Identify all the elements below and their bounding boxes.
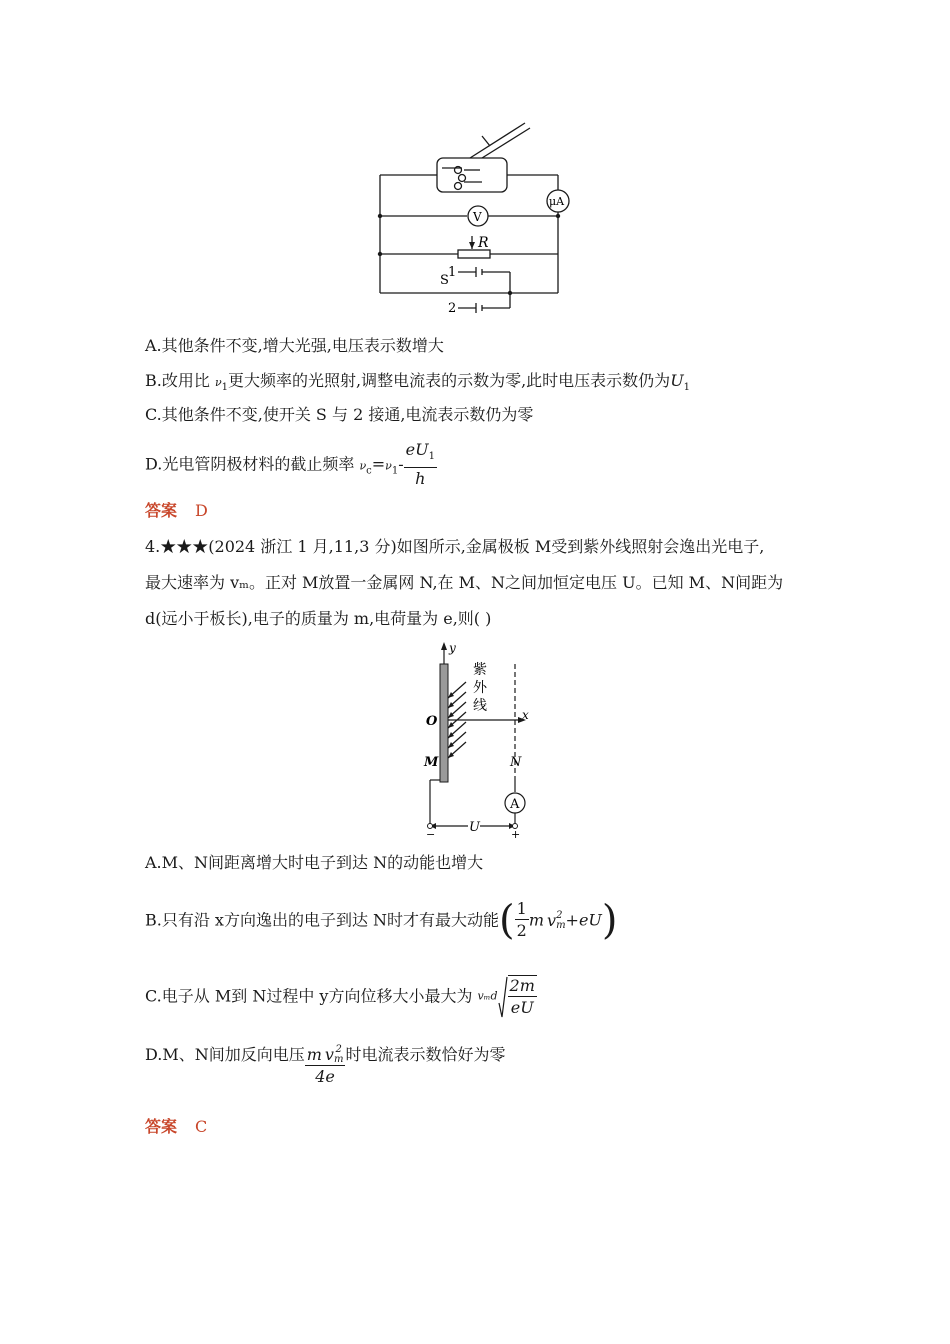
uv-label-2: 外 [473,680,487,696]
q3-option-d: D.光电管阴极材料的截止频率 $\nu_c=\nu_1-$ $\frac{eU_1}{h}$ [145,440,435,488]
x-axis-label: x [522,708,529,722]
y-axis-label: y [449,641,456,655]
sqrt-expression: $\frac{2m}{eU}$ [498,973,537,1021]
q4-option-d: D.M、N间加反向电压 m v 2 m 4e 时电流表示数恰好为零 [145,1044,506,1086]
q3-option-b: B.改用比 $\nu_1$更大频率的光照射,调整电流表的示数为零,此时电压表示数仍为$U_1$ [145,371,691,393]
terminal-2-label: 2 [448,301,457,316]
ammeter-label: A [510,797,520,812]
q3-option-a: A.其他条件不变,增大光强,电压表示数增大 [145,336,444,355]
photoelectric-circuit-figure [370,118,580,323]
q4-option-c: C.电子从 M到 N过程中 y方向位移大小最大为 vₘd $\frac{2m}{eU}$ [145,972,537,1020]
uv-label-3: 线 [473,698,487,714]
origin-label: O [426,714,438,729]
resistor-label: R [478,235,489,251]
plate-m-label: M [424,755,439,770]
voltage-label: U [469,820,480,835]
q3-answer: 答案 D [145,501,208,520]
q4-option-a: A.M、N间距离增大时电子到达 N的动能也增大 [145,853,484,872]
switch-label: S [440,273,449,288]
q4-stem-line-1: 4.★★★(2024 浙江 1 月,11,3 分)如图所示,金属极板 M受到紫外线照射会逸出光电子, [145,537,765,556]
q4-answer: 答案 C [145,1117,208,1136]
q4-stem-line-3: d(远小于板长),电子的质量为 m,电荷量为 e,则( ) [145,609,492,628]
terminal-1-label: 1 [448,265,457,280]
voltmeter-label: V [473,210,482,224]
microammeter-label: μA [549,195,565,208]
minus-terminal-label: − [426,828,436,838]
q4-option-b: B.只有沿 x方向逸出的电子到达 N时才有最大动能( $\frac{1}{2}$ m v 2 m +eU) [145,897,618,944]
q4-stem-line-2: 最大速率为 vₘ。正对 M放置一金属网 N,在 M、N之间加恒定电压 U。已知 M、N间距为 [145,573,784,592]
mesh-n-label: N [510,755,522,770]
q3-option-c: C.其他条件不变,使开关 S 与 2 接通,电流表示数仍为零 [145,405,534,424]
plate-mesh-figure [418,640,538,838]
plus-terminal-label: + [511,828,521,838]
cutoff-frequency-fraction: $\frac{eU_1}{h}$ [405,440,435,488]
uv-label-1: 紫 [473,662,487,678]
